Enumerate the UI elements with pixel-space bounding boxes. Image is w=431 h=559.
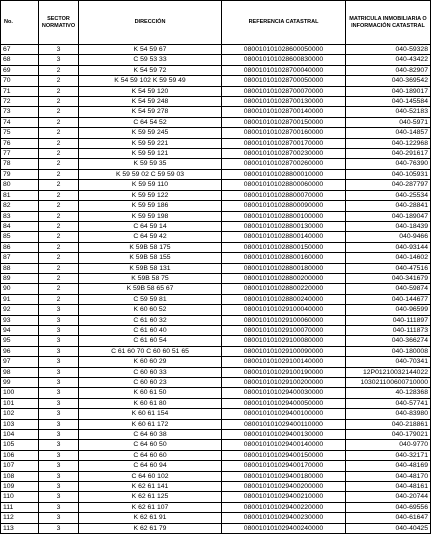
cell-sector: 3 — [39, 325, 79, 335]
cell-matricula: 040-43422 — [346, 55, 431, 65]
cell-referencia: 080010101028700050000 — [222, 76, 346, 86]
cell-matricula: 040-189047 — [346, 211, 431, 221]
cell-direccion: K 59 59 245 — [79, 128, 222, 138]
cell-direccion: K 59 59 198 — [79, 211, 222, 221]
cell-direccion: K 54 59 102 K 59 59 49 — [79, 76, 222, 86]
cell-no: 98 — [1, 367, 39, 377]
cell-no: 103 — [1, 419, 39, 429]
table-row — [1, 65, 431, 75]
cell-sector: 2 — [39, 117, 79, 127]
cell-referencia: 080010101028700130000 — [222, 97, 346, 107]
cell-matricula: 040-57741 — [346, 398, 431, 408]
cell-sector: 3 — [39, 398, 79, 408]
cell-direccion: C 59 53 33 — [79, 55, 222, 65]
cell-direccion: C 61 60 54 — [79, 336, 222, 346]
cell-sector: 3 — [39, 336, 79, 346]
table-row — [1, 76, 431, 86]
cell-direccion: K 60 61 172 — [79, 419, 222, 429]
cell-sector: 2 — [39, 138, 79, 148]
cell-direccion: K 54 59 248 — [79, 97, 222, 107]
cell-matricula: 040-369542 — [346, 76, 431, 86]
cell-no: 74 — [1, 117, 39, 127]
cell-sector: 3 — [39, 440, 79, 450]
cell-referencia: 080010101029400140000 — [222, 440, 346, 450]
cell-direccion: K 59B 58 175 — [79, 242, 222, 252]
cell-sector: 2 — [39, 65, 79, 75]
cell-direccion: C 61 60 40 — [79, 325, 222, 335]
cell-no: 94 — [1, 325, 39, 335]
cell-sector: 3 — [39, 388, 79, 398]
cell-referencia: 080010101029400100000 — [222, 409, 346, 419]
cell-matricula: 040-52183 — [346, 107, 431, 117]
cell-matricula: 040-14857 — [346, 128, 431, 138]
cell-direccion: K 60 60 29 — [79, 357, 222, 367]
cell-referencia: 080010101028700150000 — [222, 117, 346, 127]
cell-sector: 2 — [39, 284, 79, 294]
cell-no: 99 — [1, 378, 39, 388]
cell-matricula: 040-20744 — [346, 492, 431, 502]
cell-no: 78 — [1, 159, 39, 169]
cell-referencia: 080010101029400220000 — [222, 502, 346, 512]
cell-matricula: 040-47516 — [346, 263, 431, 273]
table-row — [1, 419, 431, 429]
cell-referencia: 080010101029400030000 — [222, 388, 346, 398]
cell-no: 102 — [1, 409, 39, 419]
cell-sector: 3 — [39, 346, 79, 356]
cell-no: 92 — [1, 305, 39, 315]
cell-referencia: 080010101029400240000 — [222, 523, 346, 533]
cell-matricula: 040-61647 — [346, 513, 431, 523]
cell-no: 107 — [1, 461, 39, 471]
cell-matricula: 040-111873 — [346, 325, 431, 335]
cell-referencia: 080010101028800100000 — [222, 211, 346, 221]
cell-no: 87 — [1, 253, 39, 263]
table-row — [1, 492, 431, 502]
table-row — [1, 305, 431, 315]
table-row — [1, 128, 431, 138]
header-direccion: DIRECCIÓN — [79, 1, 222, 45]
cell-referencia: 080010101028800130000 — [222, 221, 346, 231]
cell-direccion: K 60 60 52 — [79, 305, 222, 315]
cell-direccion: K 59 59 02 C 59 59 03 — [79, 169, 222, 179]
cell-direccion: C 64 60 60 — [79, 450, 222, 460]
cell-referencia: 080010101028700140000 — [222, 107, 346, 117]
cell-matricula: 040-93144 — [346, 242, 431, 252]
cell-direccion: K 59 59 35 — [79, 159, 222, 169]
cell-referencia: 080010101029100190000 — [222, 367, 346, 377]
cell-referencia: 080010101028800150000 — [222, 242, 346, 252]
table-row — [1, 242, 431, 252]
cell-no: 91 — [1, 294, 39, 304]
header-sector: SECTOR NORMATIVO — [39, 1, 79, 45]
table-row — [1, 190, 431, 200]
cell-referencia: 080010101029100040000 — [222, 305, 346, 315]
cell-no: 109 — [1, 482, 39, 492]
table-row — [1, 159, 431, 169]
cell-direccion: K 59B 58 65 67 — [79, 284, 222, 294]
cell-no: 106 — [1, 450, 39, 460]
table-row — [1, 253, 431, 263]
cell-direccion: C 64 60 102 — [79, 471, 222, 481]
cell-sector: 3 — [39, 523, 79, 533]
cell-sector: 2 — [39, 180, 79, 190]
cell-referencia: 080010101028700070000 — [222, 86, 346, 96]
cell-matricula: 040-291617 — [346, 149, 431, 159]
table-row — [1, 211, 431, 221]
cell-direccion: C 64 60 38 — [79, 430, 222, 440]
cell-sector: 2 — [39, 149, 79, 159]
cell-direccion: C 64 60 50 — [79, 440, 222, 450]
cell-direccion: K 54 59 120 — [79, 86, 222, 96]
table-row — [1, 388, 431, 398]
cell-sector: 2 — [39, 107, 79, 117]
cell-no: 100 — [1, 388, 39, 398]
table-row — [1, 180, 431, 190]
cell-no: 76 — [1, 138, 39, 148]
table-row — [1, 273, 431, 283]
table-body — [1, 45, 431, 534]
cell-sector: 3 — [39, 430, 79, 440]
cell-referencia: 080010101029400050000 — [222, 398, 346, 408]
cell-referencia: 080010101028800220000 — [222, 284, 346, 294]
cell-direccion: K 60 61 154 — [79, 409, 222, 419]
cell-no: 111 — [1, 502, 39, 512]
cell-matricula: 040-105931 — [346, 169, 431, 179]
cell-referencia: 080010101029100080000 — [222, 336, 346, 346]
cell-no: 72 — [1, 97, 39, 107]
cell-no: 105 — [1, 440, 39, 450]
cell-matricula: 040-96599 — [346, 305, 431, 315]
table-row — [1, 450, 431, 460]
cell-matricula: 040-111897 — [346, 315, 431, 325]
cell-sector: 3 — [39, 315, 79, 325]
table-row — [1, 482, 431, 492]
cell-matricula: 040-18439 — [346, 221, 431, 231]
cell-matricula: 040-287797 — [346, 180, 431, 190]
cell-matricula: 040-83980 — [346, 409, 431, 419]
cell-no: 77 — [1, 149, 39, 159]
cell-referencia: 080010101028800060000 — [222, 180, 346, 190]
cell-sector: 2 — [39, 221, 79, 231]
cell-matricula: 040-48169 — [346, 461, 431, 471]
cell-sector: 3 — [39, 461, 79, 471]
cell-direccion: K 62 61 125 — [79, 492, 222, 502]
cell-matricula: 040-341679 — [346, 273, 431, 283]
cell-referencia: 080010101028800160000 — [222, 253, 346, 263]
cell-no: 108 — [1, 471, 39, 481]
cell-sector: 3 — [39, 409, 79, 419]
table-row — [1, 409, 431, 419]
cell-matricula: 040-14602 — [346, 253, 431, 263]
cell-referencia: 080010101029100070000 — [222, 325, 346, 335]
table-row — [1, 315, 431, 325]
cell-sector: 2 — [39, 128, 79, 138]
cell-matricula: 040-48170 — [346, 471, 431, 481]
table-row — [1, 367, 431, 377]
cell-direccion: K 60 61 80 — [79, 398, 222, 408]
cell-sector: 3 — [39, 419, 79, 429]
table-row — [1, 221, 431, 231]
cell-sector: 3 — [39, 45, 79, 55]
cell-matricula: 040-179021 — [346, 430, 431, 440]
cell-no: 86 — [1, 242, 39, 252]
cell-sector: 2 — [39, 97, 79, 107]
table-row — [1, 169, 431, 179]
cell-matricula: 040-48161 — [346, 482, 431, 492]
cell-no: 97 — [1, 357, 39, 367]
table-row — [1, 346, 431, 356]
cell-matricula: 040-9770 — [346, 440, 431, 450]
cell-direccion: K 54 59 72 — [79, 65, 222, 75]
cell-no: 85 — [1, 232, 39, 242]
cell-referencia: 080010101029400130000 — [222, 430, 346, 440]
cell-sector: 3 — [39, 357, 79, 367]
cell-matricula: 040-28841 — [346, 201, 431, 211]
cell-direccion: K 62 61 79 — [79, 523, 222, 533]
cell-matricula: 040-218861 — [346, 419, 431, 429]
cell-sector: 2 — [39, 201, 79, 211]
table-row — [1, 461, 431, 471]
cell-matricula: 040-59328 — [346, 45, 431, 55]
table-row — [1, 201, 431, 211]
cell-sector: 2 — [39, 86, 79, 96]
table-row — [1, 263, 431, 273]
cell-referencia: 080010101028800200000 — [222, 273, 346, 283]
cell-sector: 2 — [39, 294, 79, 304]
cell-sector: 2 — [39, 232, 79, 242]
table-row — [1, 336, 431, 346]
header-referencia: REFERENCIA CATASTRAL — [222, 1, 346, 45]
cell-matricula: 40-128368 — [346, 388, 431, 398]
cell-no: 81 — [1, 190, 39, 200]
cell-no: 96 — [1, 346, 39, 356]
cell-no: 70 — [1, 76, 39, 86]
cell-no: 84 — [1, 221, 39, 231]
table-row — [1, 430, 431, 440]
table-row — [1, 471, 431, 481]
cell-sector: 2 — [39, 242, 79, 252]
cell-direccion: K 62 61 91 — [79, 513, 222, 523]
cell-matricula: 040-5971 — [346, 117, 431, 127]
cell-referencia: 080010101029400170000 — [222, 461, 346, 471]
cell-referencia: 080010101028700040000 — [222, 65, 346, 75]
table-header — [1, 1, 431, 45]
cell-sector: 2 — [39, 169, 79, 179]
cell-referencia: 080010101028700160000 — [222, 128, 346, 138]
cell-matricula: 040-145584 — [346, 97, 431, 107]
cell-referencia: 080010101029400150000 — [222, 450, 346, 460]
cell-referencia: 080010101028700230000 — [222, 149, 346, 159]
cell-no: 101 — [1, 398, 39, 408]
cell-referencia: 080010101028800070000 — [222, 190, 346, 200]
cell-direccion: C 64 59 14 — [79, 221, 222, 231]
table-row — [1, 357, 431, 367]
cell-no: 68 — [1, 55, 39, 65]
cell-referencia: 080010101028600830000 — [222, 55, 346, 65]
cell-matricula: 040-366274 — [346, 336, 431, 346]
cell-sector: 2 — [39, 253, 79, 263]
cell-sector: 3 — [39, 367, 79, 377]
cell-referencia: 080010101029100060000 — [222, 315, 346, 325]
cell-matricula: 040-9466 — [346, 232, 431, 242]
cell-sector: 2 — [39, 273, 79, 283]
cell-matricula: 103021100600710000 — [346, 378, 431, 388]
cell-sector: 3 — [39, 55, 79, 65]
cell-referencia: 080010101028700260000 — [222, 159, 346, 169]
cell-no: 71 — [1, 86, 39, 96]
cell-direccion: C 64 60 94 — [79, 461, 222, 471]
cell-referencia: 080010101029100140000 — [222, 357, 346, 367]
table-row — [1, 86, 431, 96]
cell-sector: 3 — [39, 482, 79, 492]
table-row — [1, 502, 431, 512]
cell-sector: 3 — [39, 305, 79, 315]
cell-no: 67 — [1, 45, 39, 55]
cell-sector: 3 — [39, 378, 79, 388]
cell-matricula: 040-25534 — [346, 190, 431, 200]
cell-referencia: 080010101029100090000 — [222, 346, 346, 356]
cell-direccion: C 59 59 81 — [79, 294, 222, 304]
cell-direccion: K 59B 58 155 — [79, 253, 222, 263]
cell-sector: 2 — [39, 190, 79, 200]
cell-sector: 2 — [39, 211, 79, 221]
table-row — [1, 97, 431, 107]
cell-matricula: 040-189017 — [346, 86, 431, 96]
cell-sector: 2 — [39, 263, 79, 273]
table-row — [1, 117, 431, 127]
cell-matricula: 040-70341 — [346, 357, 431, 367]
table-row — [1, 523, 431, 533]
cell-direccion: K 54 59 278 — [79, 107, 222, 117]
table-row — [1, 378, 431, 388]
cell-sector: 3 — [39, 471, 79, 481]
cell-matricula: 040-76390 — [346, 159, 431, 169]
cell-sector: 3 — [39, 513, 79, 523]
cell-matricula: 040-144677 — [346, 294, 431, 304]
cell-direccion: K 59 59 186 — [79, 201, 222, 211]
cell-direccion: K 59B 58 131 — [79, 263, 222, 273]
cell-direccion: K 59 59 122 — [79, 190, 222, 200]
cell-matricula: 040-69556 — [346, 502, 431, 512]
table-row — [1, 45, 431, 55]
table-row — [1, 325, 431, 335]
cell-no: 93 — [1, 315, 39, 325]
table-row — [1, 55, 431, 65]
cell-direccion: K 59 59 110 — [79, 180, 222, 190]
cell-matricula: 040-32171 — [346, 450, 431, 460]
cell-matricula: 040-40425 — [346, 523, 431, 533]
cell-referencia: 080010101029400230000 — [222, 513, 346, 523]
header-matricula: MATRICULA INMOBILIARIA O INFORMACIÓN CATASTRAL — [346, 1, 431, 45]
cell-direccion: C 60 60 33 — [79, 367, 222, 377]
cell-no: 69 — [1, 65, 39, 75]
cell-referencia: 080010101029100200000 — [222, 378, 346, 388]
table-row — [1, 294, 431, 304]
header-no: No. — [1, 1, 39, 45]
cell-no: 83 — [1, 211, 39, 221]
cell-referencia: 080010101029400180000 — [222, 471, 346, 481]
cell-no: 82 — [1, 201, 39, 211]
cell-sector: 2 — [39, 159, 79, 169]
cell-no: 88 — [1, 263, 39, 273]
table-row — [1, 149, 431, 159]
cell-referencia: 080010101028800180000 — [222, 263, 346, 273]
cell-no: 113 — [1, 523, 39, 533]
cell-matricula: 040-59874 — [346, 284, 431, 294]
table-row — [1, 398, 431, 408]
cell-sector: 3 — [39, 492, 79, 502]
cell-referencia: 080010101029400210000 — [222, 492, 346, 502]
cell-matricula: 12P01210032144022 — [346, 367, 431, 377]
table-row — [1, 284, 431, 294]
cell-sector: 3 — [39, 502, 79, 512]
cell-direccion: C 60 60 23 — [79, 378, 222, 388]
cell-no: 112 — [1, 513, 39, 523]
cell-no: 79 — [1, 169, 39, 179]
table-row — [1, 513, 431, 523]
cell-no: 104 — [1, 430, 39, 440]
cell-matricula: 040-82907 — [346, 65, 431, 75]
cell-no: 110 — [1, 492, 39, 502]
table-row — [1, 232, 431, 242]
cell-direccion: K 60 61 50 — [79, 388, 222, 398]
table-row — [1, 440, 431, 450]
cell-referencia: 080010101028800090000 — [222, 201, 346, 211]
cell-direccion: K 62 61 107 — [79, 502, 222, 512]
cell-direccion: K 54 59 67 — [79, 45, 222, 55]
cell-no: 75 — [1, 128, 39, 138]
cell-direccion: K 59B 58 75 — [79, 273, 222, 283]
cell-direccion: K 59 59 221 — [79, 138, 222, 148]
table-row — [1, 107, 431, 117]
cell-referencia: 080010101029400200000 — [222, 482, 346, 492]
cell-sector: 2 — [39, 76, 79, 86]
cell-referencia: 080010101028800010000 — [222, 169, 346, 179]
cell-no: 80 — [1, 180, 39, 190]
cell-direccion: C 64 59 42 — [79, 232, 222, 242]
cell-matricula: 040-180008 — [346, 346, 431, 356]
cell-no: 73 — [1, 107, 39, 117]
table-row — [1, 138, 431, 148]
cell-referencia: 080010101029400110000 — [222, 419, 346, 429]
cell-direccion: C 61 60 70 C 60 60 51 65 — [79, 346, 222, 356]
cell-no: 95 — [1, 336, 39, 346]
cell-direccion: C 64 54 52 — [79, 117, 222, 127]
cell-no: 89 — [1, 273, 39, 283]
cell-direccion: K 59 59 121 — [79, 149, 222, 159]
cell-no: 90 — [1, 284, 39, 294]
cell-referencia: 080010101028700170000 — [222, 138, 346, 148]
cell-referencia: 080010101028800240000 — [222, 294, 346, 304]
header-row — [1, 1, 431, 45]
cell-direccion: C 61 60 32 — [79, 315, 222, 325]
cell-referencia: 080010101028600050000 — [222, 45, 346, 55]
cell-referencia: 080010101028800140000 — [222, 232, 346, 242]
cell-direccion: K 62 61 141 — [79, 482, 222, 492]
cell-matricula: 040-122968 — [346, 138, 431, 148]
cell-sector: 3 — [39, 450, 79, 460]
